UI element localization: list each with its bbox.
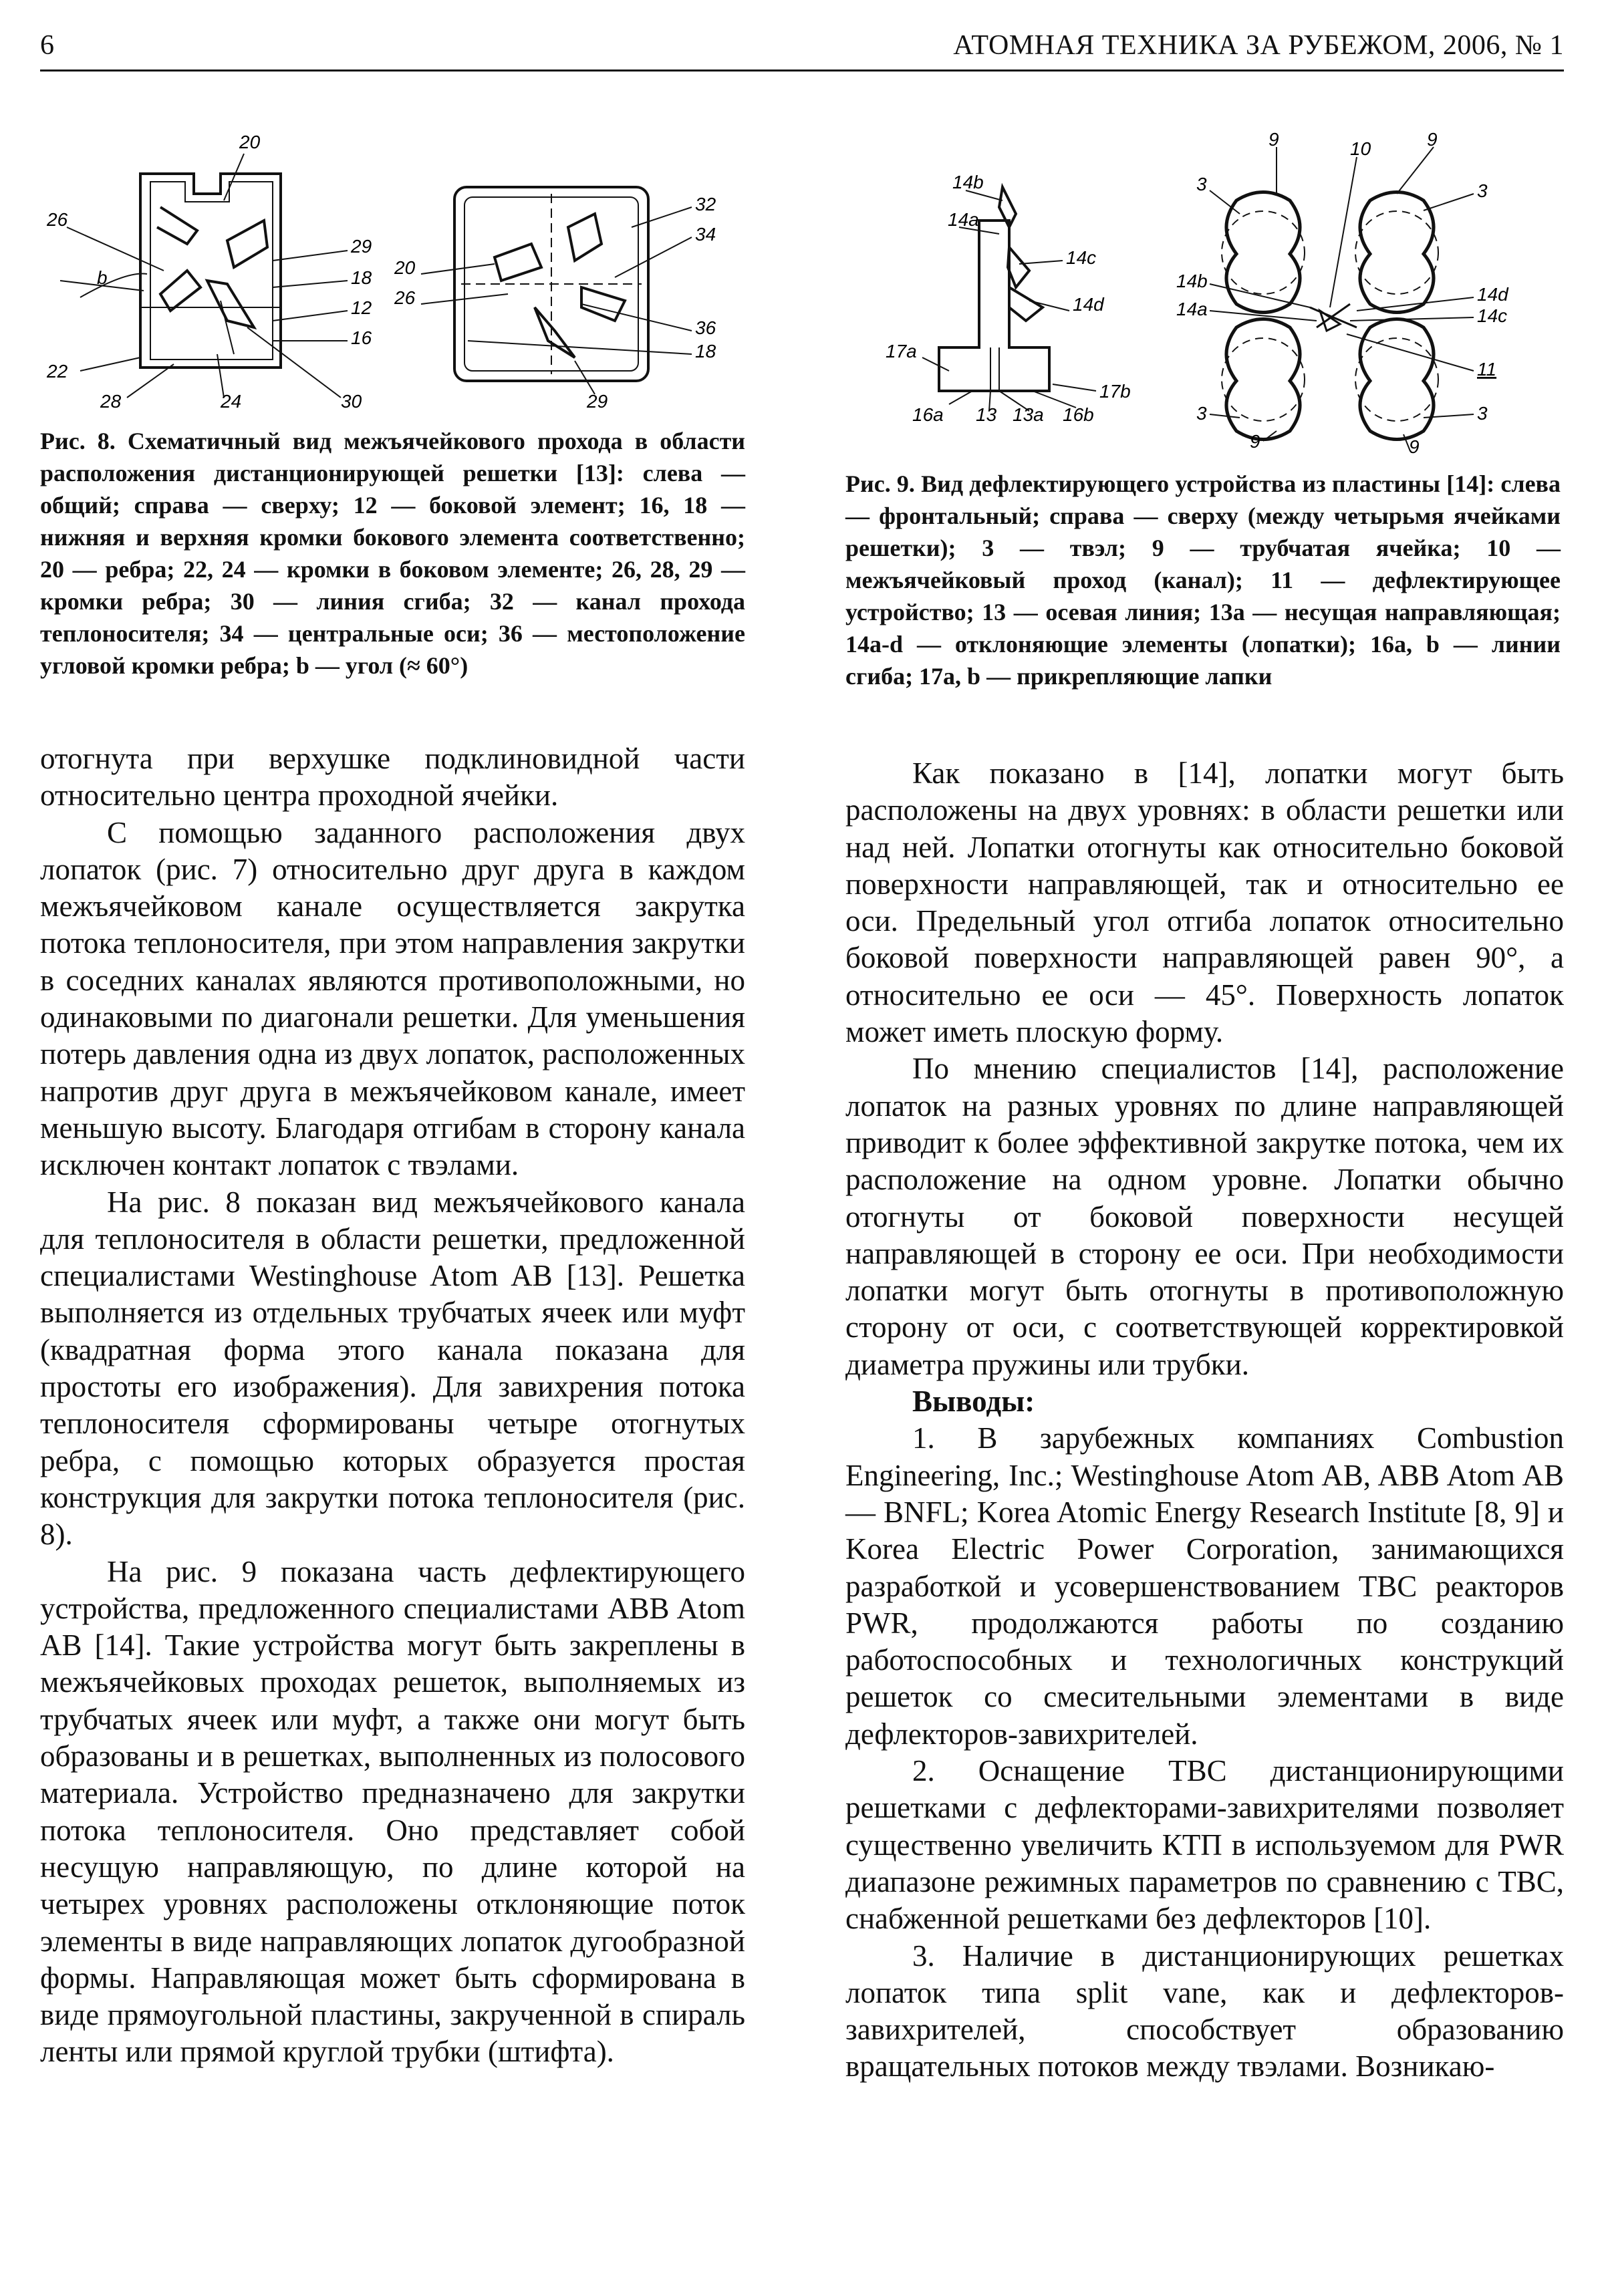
figure-8-caption: Рис. 8. Схематичный вид межъячейкового прохода в области расположения дистанционирующей решетки [13]: слева — общий; справа — сверху; 12 — боковой элемент; 16, 18 —нижняя и верхняя кромки бокового элемента соответственно; 20 — ребра; 22, 24 — кромки в боковом элементе; 26, 28, 29 — кромки ребра; 30 — линия сгиба; 32 — канал прохода теплоносителя; 34 — центральные оси; 36 — местоположение угловой кромки ребра; b — угол (≈ 60°): [40, 428, 745, 679]
conclusion-3: 3. Наличие в дистанционирующих решетках лопаток типа split vane, как и дефлекторов-завихрителей, способствует образованию вращательных потоков между твэлами. Возникаю-: [845, 1939, 1564, 2084]
fig9-label-r14a: 14a: [1176, 299, 1208, 319]
fig8-label-29-right: 29: [587, 391, 608, 412]
conclusion-2: 2. Оснащение ТВС дистанционирующими решетками с дефлекторами-завихрителями позволяет существенно увеличить КТП в используемом для PWR диапазоне режимных параметров по сравнению с ТВС, снабженной решетками без дефлекторов [10].: [845, 1754, 1564, 1936]
fig9-label-13: 13: [976, 404, 997, 425]
fig9-label-9d: 9: [1409, 436, 1420, 454]
fig9-label-16a: 16a: [912, 404, 944, 425]
fig9-label-14d: 14d: [1073, 294, 1104, 315]
fig9-label-14a: 14a: [948, 209, 979, 230]
fig9-label-r14c: 14c: [1477, 305, 1508, 326]
figure-9-svg: [849, 127, 1571, 454]
page-header: [40, 29, 1564, 69]
figure-8-drawing: [27, 127, 755, 414]
fig8-label-20-right: 20: [394, 257, 416, 278]
left-paragraph-2: С помощью заданного расположения двух лопаток (рис. 7) относительно друг друга в каждом межъячейковом канале осуществляется закрутка потока теплоносителя, при этом направления закрутки в соседних каналах являются противоположными, но одинаковыми по диагонали решетки. Для уменьшения потерь давления одна из двух лопаток, расположенных напротив друг друга в межъячейковом канале, имеет меньшую высоту. Благодаря отгибам в сторону канала исключен контакт лопаток с твэлами.: [40, 815, 745, 1182]
left-paragraph-3: На рис. 8 показан вид межъячейкового канала для теплоносителя в области решетки, предложенной специалистами Westinghouse Atom AB [13]. Решетка выполняется из отдельных трубчатых ячеек или муфт (квадратная форма этого канала показана для простоты его изображения). Для завихрения потока теплоносителя сформированы четыре отогнутых ребра, с помощью которых образуется простая конструкция для закрутки потока теплоносителя (рис. 8).: [40, 1185, 745, 1552]
fig8-label-34: 34: [695, 224, 716, 245]
fig9-label-3d: 3: [1477, 403, 1488, 424]
conclusion-1: 1. В зарубежных компаниях Combustion Engineering, Inc.; Westinghouse Atom AB, ABB Atom AB — BNFL; Korea Atomic Energy Research Institute [8, 9] и Korea Electric Power Corporation, занимающихся разработкой и усовершенствованием ТВС реакторов PWR, продолжаются работы по созданию работоспособных и технологичных конструкций решеток со смесительными элементами в виде дефлекторов-завихрителей.: [845, 1421, 1564, 1751]
figure-9-drawing: [849, 127, 1571, 454]
fig8-label-18: 18: [351, 267, 372, 288]
figure-8-left-cell: [140, 174, 281, 368]
fig9-label-13a: 13a: [1013, 404, 1044, 425]
fig9-label-9a: 9: [1268, 129, 1279, 150]
fig8-label-26: 26: [47, 209, 68, 230]
fig9-label-r14d: 14d: [1477, 284, 1508, 305]
fig8-label-18-right: 18: [695, 341, 716, 362]
conclusions-heading: Выводы:: [912, 1385, 1035, 1419]
figure-8-svg: [27, 127, 755, 414]
right-paragraph-2: По мнению специалистов [14], расположение лопаток на разных уровнях по длине направляющей приводит к более эффективной закрутке потока, чем их расположение на одном уровне. Лопатки обычно отогнуты от боковой поверхности несущей направляющей в сторону ее оси. При необходимости лопатки могут быть отогнуты в противоположную сторону от оси, с соответствующей корректировкой диаметра пружины или трубки.: [845, 1052, 1564, 1381]
fig8-label-30: 30: [341, 391, 362, 412]
fig9-label-14c: 14c: [1066, 247, 1097, 268]
fig8-label-28: 28: [100, 391, 122, 412]
fig9-label-9c: 9: [1250, 431, 1260, 452]
fig9-label-11: 11: [1477, 359, 1497, 380]
fig8-label-12: 12: [351, 297, 372, 318]
fig9-label-16b: 16b: [1063, 404, 1094, 425]
fig8-label-20-top: 20: [239, 132, 261, 152]
fig9-label-3c: 3: [1196, 403, 1207, 424]
fig8-label-22: 22: [47, 361, 68, 382]
left-column: [40, 740, 745, 2071]
fig8-label-24: 24: [221, 391, 242, 412]
fig9-label-17b: 17b: [1099, 381, 1131, 402]
fig9-label-10: 10: [1350, 138, 1371, 159]
figure-8-right-cell: [454, 187, 648, 381]
figure-9-caption: Рис. 9. Вид дефлектирующего устройства из пластины [14]: слева — фронтальный; справа — сверху (между четырьмя ячейками решетки); 3 — твэл; 9 — трубчатая ячейка; 10 — межъячейковый проход (канал); 11 — дефлектирующее устройство; 13 — осевая линия; 13а — несущая направляющая; 14a-d — отклоняющие элементы (лопатки); 16а, b — линии сгиба; 17а, b — прикрепляющие лапки: [845, 470, 1561, 690]
fig9-label-3b: 3: [1477, 180, 1488, 201]
header-rule: [40, 69, 1564, 71]
fig8-label-36: 36: [695, 317, 716, 338]
right-paragraph-1: Как показано в [14], лопатки могут быть расположены на двух уровнях: в области решетки или над ней. Лопатки отогнуты как относительно боковой поверхности направляющей, так и относительно ее оси. Предельный угол отгиба лопаток относительно боковой поверхности направляющей равен 90°, а относительно ее оси — 45°. Поверхность лопаток может иметь плоскую форму.: [845, 756, 1564, 1049]
fig9-label-3a: 3: [1196, 174, 1207, 194]
fig9-label-9b: 9: [1427, 129, 1438, 150]
fig8-label-16: 16: [351, 327, 372, 348]
fig8-label-b: b: [97, 267, 108, 288]
left-paragraph-4: На рис. 9 показана часть дефлектирующего устройства, предложенного специалистами ABB Atom AB [14]. Такие устройства могут быть закреплены в межъячейковых проходах решеток, выполняемых из трубчатых ячеек или муфт, а также они могут быть образованы и в решетках, выполненных из полосового материала. Устройство предназначено для закрутки потока теплоносителя. Оно представляет собой несущую направляющую, по длине которой на четырех уровнях расположены отклоняющие поток элементы в виде направляющих лопаток дугообразной формы. Направляющая может быть сформирована в виде прямоугольной пластины, закрученной в спираль ленты или прямой круглой трубки (штифта).: [40, 1554, 745, 2069]
figure-9-deflector: [1310, 304, 1357, 331]
fig9-label-14b: 14b: [952, 172, 984, 192]
right-column: [845, 755, 1564, 2086]
figure-8-right-leaders: [421, 207, 692, 394]
fig9-label-r14b: 14b: [1176, 271, 1208, 291]
page-number: 6: [40, 30, 54, 61]
fig8-label-29: 29: [351, 236, 372, 257]
fig8-label-32: 32: [695, 194, 716, 214]
fig9-label-17a: 17a: [886, 341, 917, 362]
left-paragraph-1: отогнута при верхушке подклиновидной части относительно центра проходной ячейки.: [40, 742, 745, 813]
fig8-label-26-right: 26: [394, 287, 416, 308]
journal-title: АТОМНАЯ ТЕХНИКА ЗА РУБЕЖОМ, 2006, № 1: [953, 30, 1564, 61]
